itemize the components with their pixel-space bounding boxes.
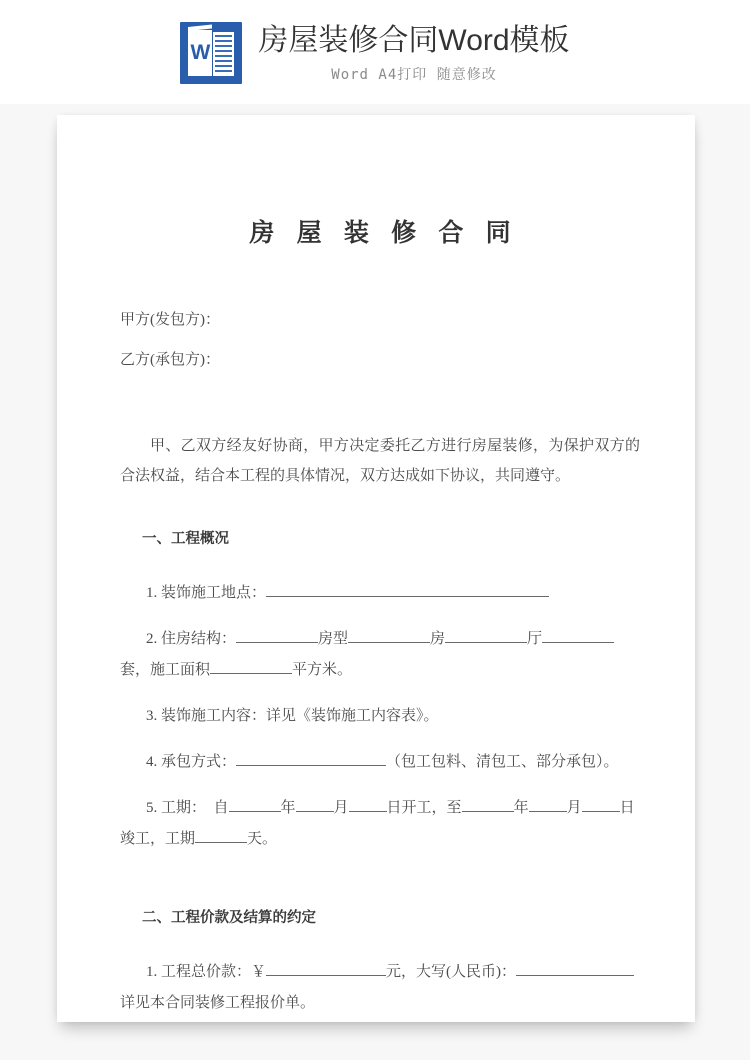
section2-item-1-seg1: 1. 工程总价款：￥ (146, 964, 267, 980)
section1-item-4 (146, 747, 640, 778)
section1-item-5-seg5: 年 (513, 800, 529, 816)
section1-item-2-seg4: 厅 (527, 631, 543, 647)
blank-halls[interactable] (445, 627, 527, 643)
blank-end-day[interactable] (582, 796, 620, 812)
section1-item-5-seg1: 工期： 自 (161, 800, 229, 816)
blank-start-year[interactable] (229, 796, 281, 812)
section1-item-1-number: 1. (146, 585, 158, 601)
word-document-icon (180, 22, 242, 84)
blank-start-month[interactable] (296, 796, 334, 812)
blank-end-month[interactable] (529, 796, 567, 812)
blank-house-type[interactable] (236, 627, 318, 643)
blank-start-day[interactable] (349, 796, 387, 812)
section1-item-4-seg1: 承包方式： (161, 754, 237, 770)
section1-item-2-seg3: 房 (430, 631, 446, 647)
banner-inner (180, 22, 569, 86)
section1-item-4-number: 4. (146, 754, 158, 770)
banner-text-group (258, 22, 569, 86)
word-icon-letter: W (190, 41, 211, 64)
section1-item-5-seg7: 日竣工，工期 (120, 800, 635, 847)
document-page[interactable] (57, 115, 695, 1022)
section2-item-1-seg2: 元，大写(人民币)： (386, 964, 517, 980)
preamble-paragraph: 甲、乙双方经友好协商，甲方决定委托乙方进行房屋装修，为保护双方的合法权益，结合本工程的具体情况，双方达成如下协议，共同遵守。 (120, 438, 640, 484)
section1-item-1 (146, 578, 640, 609)
section-heading-2: 二、工程价款及结算的约定 (142, 910, 316, 926)
blank-rooms[interactable] (348, 627, 430, 643)
section1-item-5-seg8: 天。 (247, 831, 278, 847)
blank-duration-days[interactable] (195, 827, 247, 843)
section1-item-5-seg4: 日开工，至 (386, 800, 462, 816)
section1-item-5-seg6: 月 (566, 800, 582, 816)
section1-item-2-seg5: 套，施工面积 (120, 662, 211, 678)
word-icon-text-lines (213, 32, 234, 76)
section1-item-2-seg2: 房型 (318, 631, 349, 647)
section1-item-5-seg2: 年 (280, 800, 296, 816)
section2-item-1-seg3: 详见本合同装修工程报价单。 (120, 995, 316, 1011)
section1-item-2 (120, 624, 640, 686)
party-a-field: 甲方(发包方)： (120, 312, 220, 328)
banner-title: 房屋装修合同Word模板 (258, 24, 570, 57)
section1-item-5-number: 5. (146, 800, 158, 816)
section1-item-5 (120, 793, 640, 855)
section1-item-1-label: 装饰施工地点： (161, 585, 267, 601)
banner-subtitle: Word A4打印 随意修改 (331, 67, 497, 83)
banner-header (0, 0, 750, 104)
section1-item-2-number: 2. (146, 631, 158, 647)
section1-item-2-seg1: 住房结构： (161, 631, 237, 647)
blank-area[interactable] (210, 658, 292, 674)
blank-total-price-words[interactable] (516, 960, 634, 976)
blank-site-location[interactable] (266, 581, 549, 597)
blank-sets[interactable] (542, 627, 614, 643)
section1-item-4-seg2: （包工包料、清包工、部分承包）。 (386, 754, 619, 770)
blank-end-year[interactable] (462, 796, 514, 812)
section-heading-1: 一、工程概况 (142, 531, 229, 547)
section2-item-1 (120, 957, 640, 1019)
document-title: 房 屋 装 修 合 同 (249, 220, 519, 247)
document-body (120, 115, 640, 1034)
blank-total-price-numeric[interactable] (266, 960, 386, 976)
party-b-field: 乙方(承包方)： (120, 352, 220, 368)
blank-contract-mode[interactable] (236, 750, 386, 766)
section1-item-5-seg3: 月 (333, 800, 349, 816)
section1-item-3: 3. 装饰施工内容：详见《装饰施工内容表》。 (146, 708, 439, 724)
section1-item-2-seg6: 平方米。 (292, 662, 353, 678)
